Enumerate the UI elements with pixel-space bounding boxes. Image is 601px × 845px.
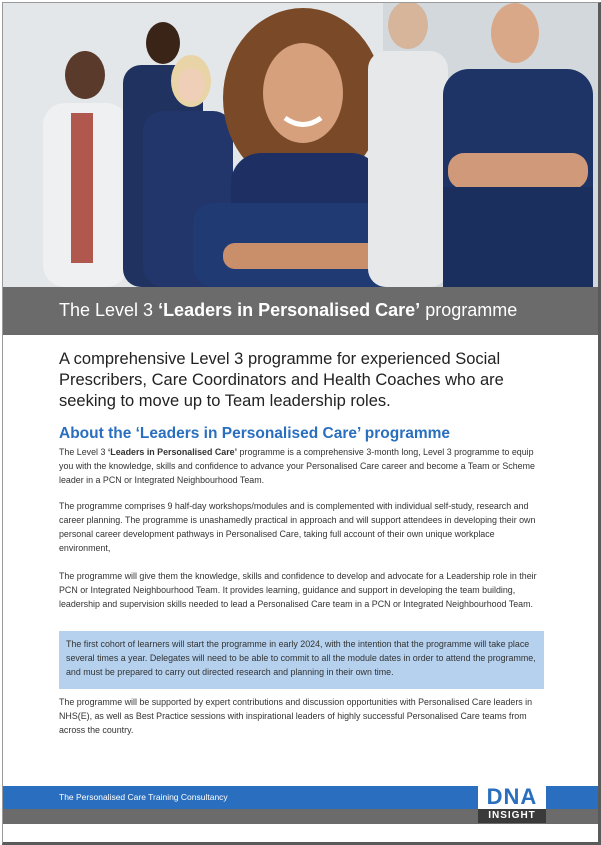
intro-suffix: programme is a comprehensive 3-month long, Level 3 programme to equip you with the knowledge, skills and confidence to advance your Personalised Care career and become a Team or Scheme leader in a PCN or Integrated Neighbourhood Team.	[59, 447, 535, 485]
paragraph-support: The programme will be supported by expert contributions and discussion opportunities with Personalised Care leaders in NHS(E), as well as Best Practice sessions with inspirational leaders of highly successful Personalised Care teams from across the country.	[59, 697, 533, 735]
hero-photo	[3, 3, 598, 287]
title-band	[3, 287, 598, 335]
footer-text: The Personalised Care Training Consultancy	[59, 792, 228, 802]
lead-text: A comprehensive Level 3 programme for experienced Social Prescribers, Care Coordinators and Health Coaches who are seeking to move up to Team leadership roles.	[59, 350, 504, 410]
paragraph-structure: The programme comprises 9 half-day workshops/modules and is complemented with individual self-study, research and career planning. The programme is unashamedly practical in approach and will support attendees in developing their own personal career development pathways in Personalised Care, taking full account of their own unique workplace environment,	[59, 501, 536, 553]
paragraph-intro	[59, 445, 544, 487]
intro-prefix: The Level 3	[59, 447, 108, 457]
title-prefix: The Level 3	[59, 300, 159, 320]
paragraph-outcomes: The programme will give them the knowledge, skills and confidence to develop and advocate for a Leadership role in their PCN or Integrated Neighbourhood Team. It provides learning, guidance and support in developing the team building, leadership and supervision skills needed to lead a Personalised Care team in a PCN or Integrated Neighbourhood Team.	[59, 571, 537, 609]
title-emphasis: ‘Leaders in Personalised Care’	[158, 300, 421, 320]
page-title	[59, 300, 517, 321]
intro-emphasis: ‘Leaders in Personalised Care’	[107, 447, 238, 457]
title-suffix: programme	[420, 300, 518, 320]
logo-insight: INSIGHT	[478, 809, 546, 823]
cohort-callout	[59, 631, 544, 689]
care-team-photo	[3, 3, 598, 287]
dna-insight-logo	[478, 781, 546, 823]
about-heading: About the ‘Leaders in Personalised Care’ programme	[59, 425, 451, 442]
cohort-callout-text: The first cohort of learners will start the programme in early 2024, with the intention that the programme will take place several times a year. Delegates will need to be able to commit to all the module dates in order to attend the programme, and must be prepared to carry out directed research and planning in their own time.	[66, 639, 536, 677]
logo-dna: DNA	[486, 784, 538, 809]
